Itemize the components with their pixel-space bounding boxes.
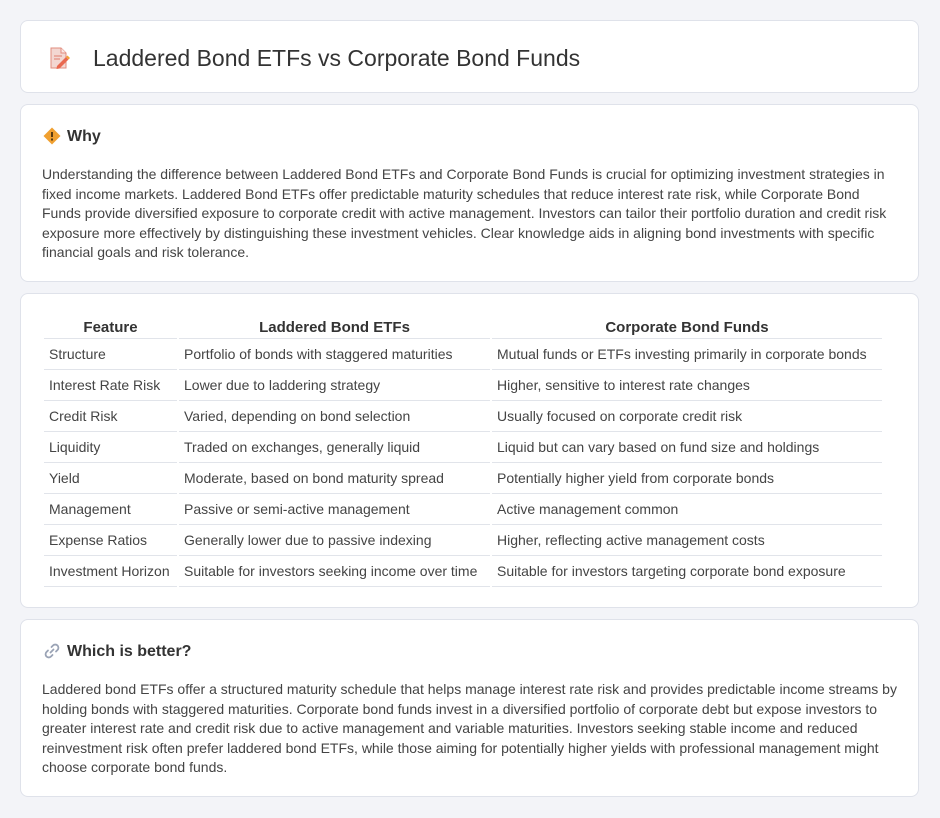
table-cell: Higher, sensitive to interest rate changes bbox=[492, 370, 882, 401]
page-title: Laddered Bond ETFs vs Corporate Bond Funds bbox=[93, 45, 581, 71]
which-is-better-heading: Which is better? bbox=[67, 643, 192, 660]
table-cell: Investment Horizon bbox=[44, 556, 177, 587]
table-row bbox=[44, 370, 882, 401]
document-edit-icon bbox=[47, 46, 71, 70]
table-cell: Active management common bbox=[492, 494, 882, 525]
table-cell: Credit Risk bbox=[44, 401, 177, 432]
table-cell: Potentially higher yield from corporate bonds bbox=[492, 463, 882, 494]
table-cell: Liquid but can vary based on fund size and holdings bbox=[492, 432, 882, 463]
table-cell: Lower due to laddering strategy bbox=[179, 370, 490, 401]
column-header: Feature bbox=[44, 317, 177, 339]
comparison-table bbox=[42, 317, 884, 587]
table-row bbox=[44, 463, 882, 494]
comparison-section bbox=[20, 293, 919, 608]
why-section bbox=[20, 104, 919, 282]
table-header-row bbox=[44, 317, 882, 339]
table-cell: Mutual funds or ETFs investing primarily in corporate bonds bbox=[492, 339, 882, 370]
table-row bbox=[44, 401, 882, 432]
table-row bbox=[44, 556, 882, 587]
table-cell: Expense Ratios bbox=[44, 525, 177, 556]
diamond-warning-icon bbox=[42, 126, 62, 146]
table-row bbox=[44, 494, 882, 525]
table-cell: Suitable for investors seeking income over time bbox=[179, 556, 490, 587]
table-cell: Management bbox=[44, 494, 177, 525]
table-cell: Yield bbox=[44, 463, 177, 494]
table-cell: Passive or semi-active management bbox=[179, 494, 490, 525]
why-text: Understanding the difference between Laddered Bond ETFs and Corporate Bond Funds is crucial for optimizing investment strategies in fixed income markets. Laddered Bond ETFs offer predictable maturity schedules that reduce interest rate risk, while Corporate Bond Funds provide diversified exposure to corporate credit with active management. Investors can tailor their portfolio duration and credit risk exposure more effectively by distinguishing these investment vehicles. Clear knowledge aids in aligning bond investments with specific financial goals and risk tolerance. bbox=[42, 166, 887, 261]
link-icon bbox=[42, 641, 62, 661]
table-cell: Moderate, based on bond maturity spread bbox=[179, 463, 490, 494]
column-header: Corporate Bond Funds bbox=[492, 317, 882, 339]
table-cell: Traded on exchanges, generally liquid bbox=[179, 432, 490, 463]
table-row bbox=[44, 525, 882, 556]
table-cell: Portfolio of bonds with staggered maturities bbox=[179, 339, 490, 370]
table-cell: Usually focused on corporate credit risk bbox=[492, 401, 882, 432]
table-cell: Interest Rate Risk bbox=[44, 370, 177, 401]
table-cell: Higher, reflecting active management costs bbox=[492, 525, 882, 556]
table-cell: Suitable for investors targeting corporate bond exposure bbox=[492, 556, 882, 587]
table-cell: Liquidity bbox=[44, 432, 177, 463]
why-heading: Why bbox=[67, 128, 101, 145]
table-row bbox=[44, 432, 882, 463]
which-is-better-section bbox=[20, 619, 919, 797]
table-cell: Structure bbox=[44, 339, 177, 370]
table-cell: Varied, depending on bond selection bbox=[179, 401, 490, 432]
table-row bbox=[44, 339, 882, 370]
which-is-better-text: Laddered bond ETFs offer a structured maturity schedule that helps manage interest rate risk and provides predictable income streams by holding bonds with staggered maturities. Corporate bond funds invest in a diversified portfolio of corporate debt but expose investors to greater interest rate and credit risk due to active management and variable maturities. Investors seeking stable income and reduced reinvestment risk often prefer laddered bond ETFs, while those aiming for potentially higher yields with professional management might choose corporate bond funds. bbox=[42, 681, 897, 776]
column-header: Laddered Bond ETFs bbox=[179, 317, 490, 339]
table-cell: Generally lower due to passive indexing bbox=[179, 525, 490, 556]
title-card bbox=[20, 20, 919, 93]
